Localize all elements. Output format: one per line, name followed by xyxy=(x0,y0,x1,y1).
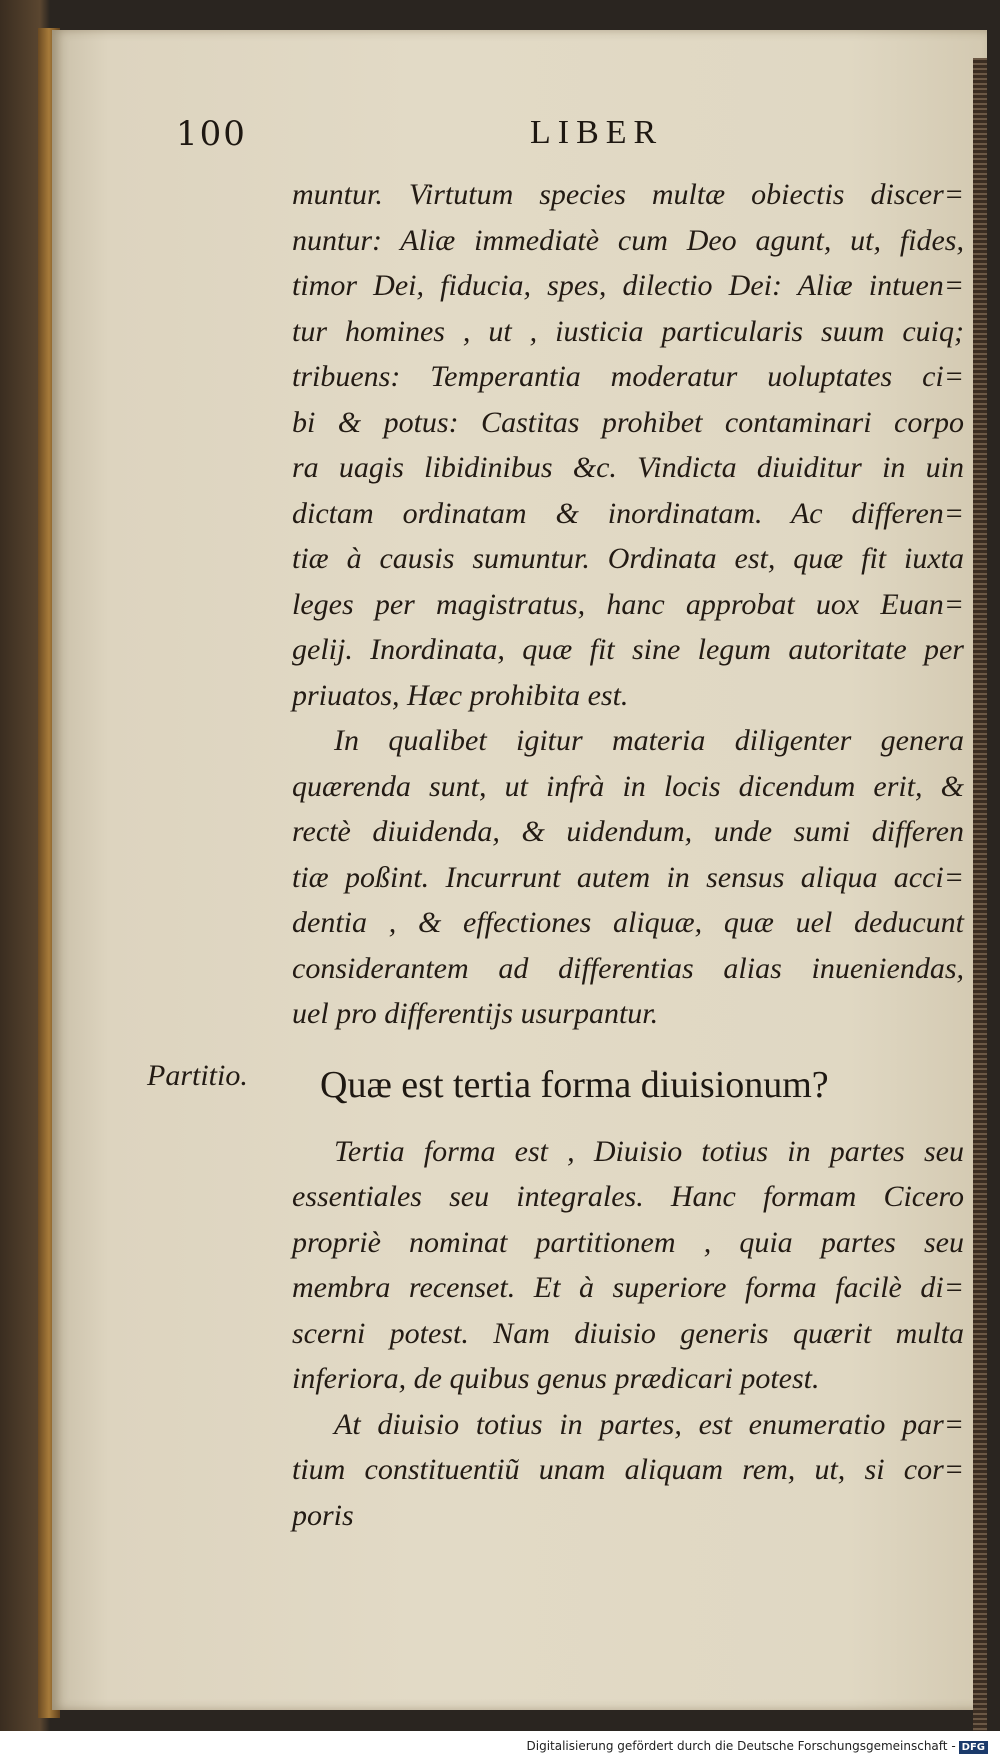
text-line: considerantem ad differentias alias inueniendas, xyxy=(292,951,964,985)
text-line: quærenda sunt, ut infrà in locis dicendum erit, & xyxy=(292,769,964,803)
text-line: rectè diuidenda, & uidendum, unde sumi differen xyxy=(292,815,964,848)
section-heading: Quæ est tertia forma diuisionum? xyxy=(320,1063,829,1106)
page-number: 100 xyxy=(176,114,247,154)
catchword: poris xyxy=(292,1498,354,1532)
text-line: priuatos, Hæc prohibita est. xyxy=(292,678,629,712)
text-line: membra recenset. Et à superiore forma facilè di= xyxy=(292,1271,964,1304)
text-line: At diuisio totius in partes, est enumeratio par= xyxy=(334,1407,964,1441)
running-head xyxy=(0,114,1000,164)
text-line: leges per magistratus, hanc approbat uox Euan= xyxy=(292,587,964,621)
text-line: essentiales seu integrales. Hanc formam Cicero xyxy=(292,1180,964,1213)
text-line: bi & potus: Castitas prohibet contaminari corpo xyxy=(292,405,964,439)
text-line: dictam ordinatam & inordinatam. Ac differen= xyxy=(292,496,964,530)
dfg-logo: DFG xyxy=(959,1741,988,1754)
text-line: dentia , & effectiones aliquæ, quæ uel deducunt xyxy=(292,906,964,939)
text-line: propriè nominat partitionem , quia partes seu xyxy=(292,1225,964,1259)
text-line: tiæ à causis sumuntur. Ordinata est, quæ fit iuxta xyxy=(292,542,964,575)
text-line: ra uagis libidinibus &c. Vindicta diuiditur in uin xyxy=(292,451,964,484)
running-head-title: LIBER xyxy=(530,114,664,151)
text-line: tribuens: Temperantia moderatur uoluptates ci= xyxy=(292,360,964,393)
text-line: uel pro differentijs usurpantur. xyxy=(292,997,659,1030)
footer-bar xyxy=(0,1731,1000,1761)
text-line: scerni potest. Nam diuisio generis quærit multa xyxy=(292,1316,964,1350)
text-line: In qualibet igitur materia diligenter genera xyxy=(334,724,964,757)
text-line: gelij. Inordinata, quæ fit sine legum autoritate per xyxy=(292,633,964,666)
text-line: tium constituentiũ unam aliquam rem, ut, si cor= xyxy=(292,1453,964,1486)
footer-credit-wrap xyxy=(527,1739,989,1754)
text-line: nuntur: Aliæ immediatè cum Deo agunt, ut, fides, xyxy=(292,223,964,257)
text-line: muntur. Virtutum species multæ obiectis discer= xyxy=(292,178,964,211)
footer-credit: Digitalisierung gefördert durch die Deutsche Forschungsgemeinschaft - xyxy=(526,1739,956,1753)
text-line: inferiora, de quibus genus prædicari potest. xyxy=(292,1362,820,1395)
text-line: tiæ poßint. Incurrunt autem in sensus aliqua acci= xyxy=(292,860,964,894)
page-edge xyxy=(973,58,987,1748)
marginal-note: Partitio. xyxy=(147,1059,248,1092)
body-text xyxy=(292,172,964,1538)
text-line: Tertia forma est , Diuisio totius in partes seu xyxy=(334,1134,964,1168)
text-line: tur homines , ut , iusticia particularis suum cuiq; xyxy=(292,314,964,348)
text-line: timor Dei, fiducia, spes, dilectio Dei: Aliæ intuen= xyxy=(292,269,964,302)
